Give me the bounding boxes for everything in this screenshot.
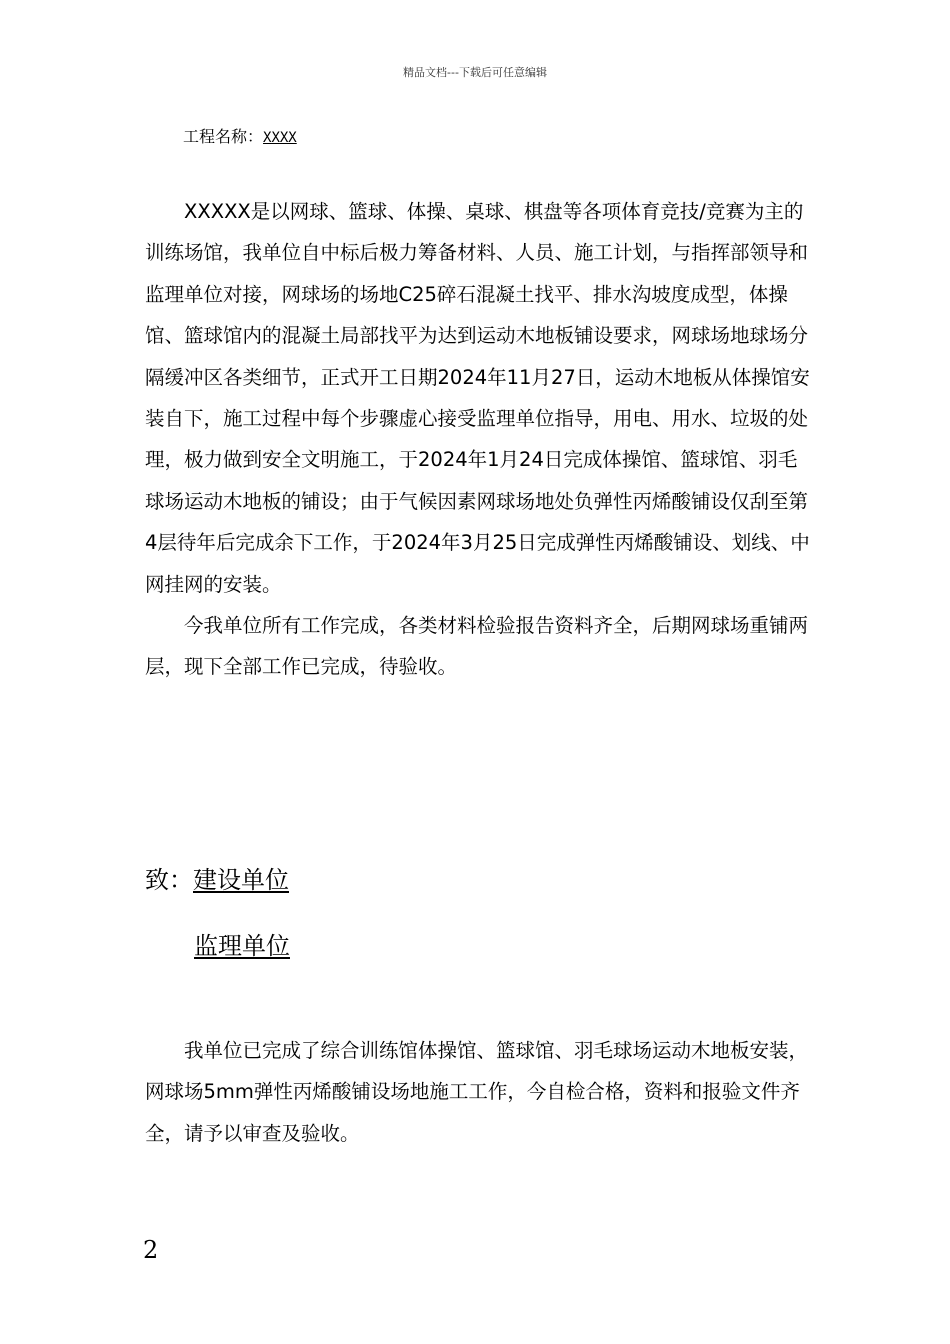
project-name-label: 工程名称：: [183, 127, 264, 146]
project-name-value: XXXX: [263, 130, 297, 146]
main-body: [145, 191, 810, 688]
addressee-line-2: [194, 930, 290, 962]
main-paragraph-1: XXXXX是以网球、篮球、体操、桌球、棋盘等各项体育竞技/竞赛为主的训练场馆，我单位自中标后极力筹备材料、人员、施工计划，与指挥部领导和监理单位对接，网球场的场地C25碎石混凝土找平、排水沟坡度成型，体操馆、篮球馆内的混凝土局部找平为达到运动木地板铺设要求，网球场地球场分隔缓冲区各类细节，正式开工日期2024年11月27日，运动木地板从体操馆安装自下，施工过程中每个步骤虚心接受监理单位指导，用电、用水、垃圾的处理，极力做到安全文明施工，于2024年1月24日完成体操馆、篮球馆、羽毛球场运动木地板的铺设；由于气候因素网球场地处负弹性丙烯酸铺设仅刮至第4层待年后完成余下工作，于2024年3月25日完成弹性丙烯酸铺设、划线、中网挂网的安装。: [145, 200, 810, 596]
header-watermark: 精品文档---下载后可任意编辑: [403, 66, 547, 79]
addressee-recipient-supervision: 监理单位: [194, 932, 290, 960]
addressee-recipient-construction: 建设单位: [193, 866, 289, 894]
addressee-prefix: 致：: [145, 866, 193, 894]
main-paragraph-2: 今我单位所有工作完成，各类材料检验报告资料齐全，后期网球场重铺两层，现下全部工作已完成，待验收。: [145, 614, 809, 679]
report-paragraph: 我单位已完成了综合训练馆体操馆、篮球馆、羽毛球场运动木地板安装，网球场5mm弹性丙烯酸铺设场地施工工作，今自检合格，资料和报验文件齐全，请予以审查及验收。: [145, 1039, 809, 1145]
report-body: [145, 1030, 810, 1154]
page-number: 2: [143, 1236, 159, 1264]
addressee-line-1: [145, 864, 289, 896]
project-name-line: [183, 125, 297, 150]
